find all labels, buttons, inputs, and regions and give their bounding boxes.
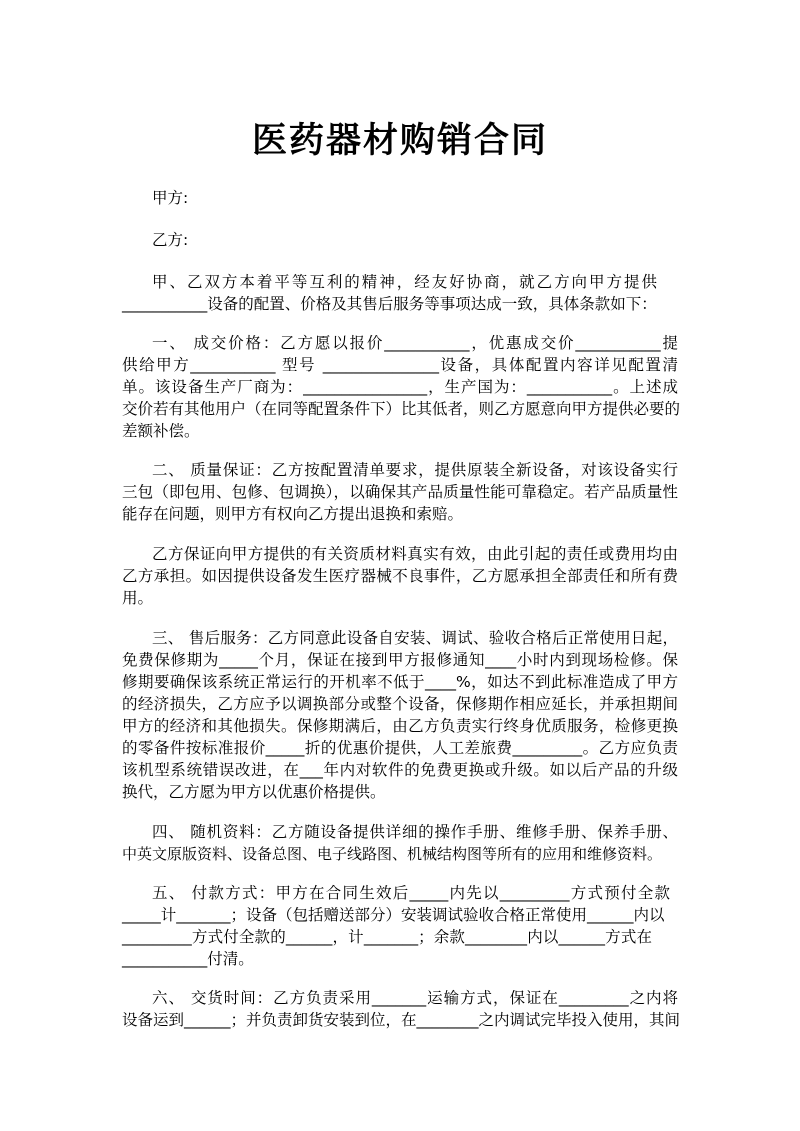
clause-1-line-5: 差额补偿。 [122, 422, 200, 440]
clause-2b-line-3: 用。 [122, 589, 154, 607]
clause-1-line-2: 供给甲方___________ 型号 _______________设备，具体配置内容详见配置清 [122, 356, 678, 374]
clause-2-line-2: 三包（即包用、包修、包调换），以确保其产品质量性能可靠稳定。若产品质量性 [122, 483, 678, 501]
clause-3-line-6: 的零备件按标准报价_____折的优惠价提供，人工差旅费_________。乙方应负责 [122, 739, 678, 757]
clause-3-line-2: 免费保修期为_____个月，保证在接到甲方报修通知____小时内到现场检修。保 [122, 651, 678, 669]
clause-4-line-2: 中英文原版资料、设备总图、电子线路图、机械结构图等所有的应用和维修资料。 [122, 845, 663, 863]
clause-5-line-4: ___________付清。 [122, 950, 254, 968]
clause-3-line-4: 的经济损失，乙方应予以调换部分或整个设备，保修期作相应延长，并承担期间 [122, 695, 678, 713]
clause-5-line-3: _________方式付全款的______，计_______；余款________内以______方式在 [122, 928, 652, 946]
clause-6-line-1: 六、 交货时间：乙方负责采用_______运输方式，保证在_________之内将 [152, 989, 678, 1007]
clause-2b-line-1: 乙方保证向甲方提供的有关资质材料真实有效，由此引起的责任或费用均由 [152, 545, 678, 563]
clause-2-line-3: 能存在问题，则甲方有权向乙方提出退换和索赔。 [122, 505, 464, 523]
clause-5-line-1: 五、 付款方式：甲方在合同生效后_____内先以_________方式预付全款 [152, 884, 670, 902]
clause-4-line-1: 四、 随机资料：乙方随设备提供详细的操作手册、维修手册、保养手册、 [152, 823, 678, 841]
clause-1-line-4: 交价若有其他用户（在同等配置条件下）比其低者，则乙方愿意向甲方提供必要的 [122, 400, 681, 418]
clause-3-line-8: 换代，乙方愿为甲方以优惠价格提供。 [122, 783, 386, 801]
clause-3-line-5: 甲方的经济和其他损失。保修期满后，由乙方负责实行终身优质服务，检修更换 [122, 717, 678, 735]
clause-1-line-3: 单。该设备生产厂商为：________________，生产国为：___________。上述成 [122, 378, 678, 396]
clause-6-line-2: 设备运到______；并负责卸货安装到位，在________之内调试完毕投入使用，其间 [122, 1011, 681, 1029]
page-title: 医药器材购销合同 [251, 121, 548, 161]
party-a-label: 甲方: [152, 189, 189, 207]
clause-3-line-7: 该机型系统错误改进，在___年内对软件的免费更换或升级。如以后产品的升级 [122, 761, 678, 779]
clause-3-line-3: 修期要确保该系统正常运行的开机率不低于____%，如达不到此标准造成了甲方 [122, 673, 678, 691]
intro-line-1: 甲、乙双方本着平等互利的精神，经友好协商，就乙方向甲方提供 [152, 273, 657, 291]
party-b-label: 乙方: [152, 231, 189, 249]
clause-3-line-1: 三、 售后服务：乙方同意此设备自安装、调试、验收合格后正常使用日起， [152, 629, 678, 647]
clause-2b-line-2: 乙方承担。如因提供设备发生医疗器械不良事件，乙方愿承担全部责任和所有费 [122, 567, 678, 585]
clause-1-line-1: 一、 成交价格：乙方愿以报价___________，优惠成交价___________提 [152, 334, 678, 352]
intro-line-2: ___________设备的配置、价格及其售后服务等事项达成一致，具体条款如下： [122, 295, 657, 313]
clause-5-line-2: _____计_______；设备（包括赠送部分）安装调试验收合格正常使用______内以 [122, 906, 665, 924]
clause-2-line-1: 二、 质量保证：乙方按配置清单要求，提供原装全新设备，对该设备实行 [152, 461, 678, 479]
